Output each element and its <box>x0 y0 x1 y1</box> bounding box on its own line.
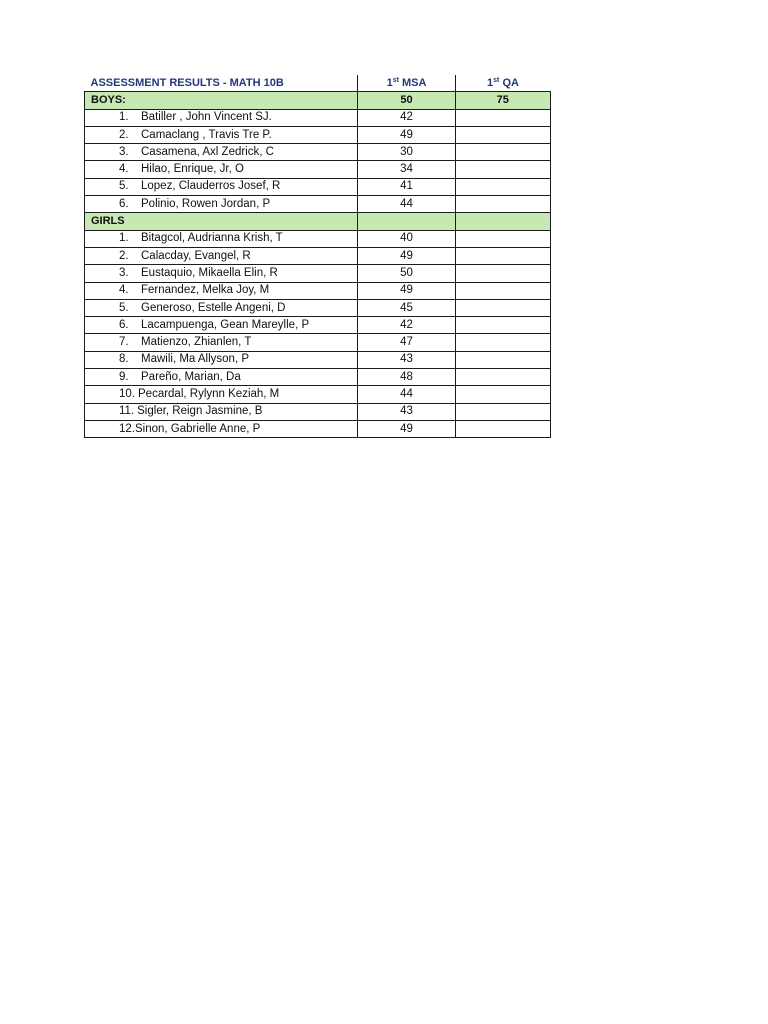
msa-score-cell: 43 <box>358 403 456 420</box>
student-name: Sinon, Gabrielle Anne, P <box>135 422 261 435</box>
student-name: Pareño, Marian, Da <box>141 370 241 383</box>
student-name: Eustaquio, Mikaella Elin, R <box>141 266 278 279</box>
table-row <box>85 265 551 282</box>
assessment-results-table <box>84 75 551 438</box>
sheet-title: ASSESSMENT RESULTS - MATH 10B <box>85 75 358 92</box>
column-header-msa <box>358 75 456 92</box>
student-name: Matienzo, Zhianlen, T <box>141 336 252 349</box>
student-name-cell <box>85 161 358 178</box>
table-header-row <box>85 75 551 92</box>
qa-score-cell <box>456 351 551 368</box>
student-index: 6. <box>119 318 129 331</box>
group-label-girls: GIRLS <box>85 213 358 230</box>
student-index: 4. <box>119 284 129 297</box>
girls-msa-total <box>358 213 456 230</box>
student-name: Polinio, Rowen Jordan, P <box>141 197 271 210</box>
msa-score-cell: 45 <box>358 299 456 316</box>
msa-score-cell: 44 <box>358 196 456 213</box>
student-name: Mawili, Ma Allyson, P <box>141 353 250 366</box>
student-name-cell <box>85 299 358 316</box>
student-index: 12. <box>119 422 135 435</box>
table-row <box>85 109 551 126</box>
student-name-cell <box>85 196 358 213</box>
qa-score-cell <box>456 196 551 213</box>
table-row <box>85 230 551 247</box>
qa-score-cell <box>456 369 551 386</box>
qa-score-cell <box>456 144 551 161</box>
msa-score-cell: 47 <box>358 334 456 351</box>
qa-score-cell <box>456 334 551 351</box>
msa-score-cell: 48 <box>358 369 456 386</box>
column-header-msa-number: 1 <box>386 76 393 89</box>
group-header-girls <box>85 213 551 230</box>
table-row <box>85 351 551 368</box>
qa-score-cell <box>456 178 551 195</box>
boys-msa-total: 50 <box>358 92 456 109</box>
msa-score-cell: 42 <box>358 317 456 334</box>
table-row <box>85 178 551 195</box>
student-name: Camaclang , Travis Tre P. <box>141 128 272 141</box>
student-name-cell <box>85 126 358 143</box>
student-name: Lopez, Clauderros Josef, R <box>141 180 281 193</box>
student-index: 3. <box>119 145 129 158</box>
student-name-cell <box>85 178 358 195</box>
student-index: 2. <box>119 128 129 141</box>
msa-score-cell: 49 <box>358 282 456 299</box>
student-name-cell <box>85 265 358 282</box>
student-index: 5. <box>119 301 129 314</box>
girls-qa-total <box>456 213 551 230</box>
student-name-cell <box>85 351 358 368</box>
student-name-cell <box>85 247 358 264</box>
column-header-msa-label: MSA <box>398 76 427 89</box>
qa-score-cell <box>456 420 551 437</box>
column-header-qa-label: QA <box>499 76 519 89</box>
qa-score-cell <box>456 403 551 420</box>
column-header-qa-number: 1 <box>487 76 494 89</box>
student-index: 11. <box>119 405 135 418</box>
qa-score-cell <box>456 299 551 316</box>
msa-score-cell: 44 <box>358 386 456 403</box>
table-row <box>85 299 551 316</box>
student-index: 1. <box>119 111 129 124</box>
student-name: Batiller , John Vincent SJ. <box>141 111 272 124</box>
column-header-qa <box>456 75 551 92</box>
table-row <box>85 282 551 299</box>
qa-score-cell <box>456 282 551 299</box>
student-index: 7. <box>119 336 129 349</box>
student-index: 2. <box>119 249 129 262</box>
student-name: Pecardal, Rylynn Keziah, M <box>138 387 280 400</box>
msa-score-cell: 30 <box>358 144 456 161</box>
msa-score-cell: 49 <box>358 247 456 264</box>
msa-score-cell: 43 <box>358 351 456 368</box>
student-name: Generoso, Estelle Angeni, D <box>141 301 286 314</box>
table-row <box>85 247 551 264</box>
student-index: 10. <box>119 387 135 400</box>
student-name: Casamena, Axl Zedrick, C <box>141 145 274 158</box>
student-name-cell <box>85 420 358 437</box>
table-row <box>85 126 551 143</box>
student-name-cell <box>85 282 358 299</box>
student-index: 3. <box>119 266 129 279</box>
qa-score-cell <box>456 317 551 334</box>
table-row <box>85 420 551 437</box>
msa-score-cell: 49 <box>358 420 456 437</box>
msa-score-cell: 42 <box>358 109 456 126</box>
msa-score-cell: 34 <box>358 161 456 178</box>
student-name: Calacday, Evangel, R <box>141 249 251 262</box>
student-name-cell <box>85 317 358 334</box>
qa-score-cell <box>456 161 551 178</box>
student-index: 4. <box>119 163 129 176</box>
column-header-msa-ordinal: st <box>392 76 399 84</box>
qa-score-cell <box>456 386 551 403</box>
student-name: Bitagcol, Audrianna Krish, T <box>141 232 283 245</box>
table-row <box>85 334 551 351</box>
student-index: 1. <box>119 232 129 245</box>
table-row <box>85 161 551 178</box>
qa-score-cell <box>456 265 551 282</box>
student-name-cell <box>85 334 358 351</box>
msa-score-cell: 41 <box>358 178 456 195</box>
msa-score-cell: 50 <box>358 265 456 282</box>
student-index: 8. <box>119 353 129 366</box>
student-name: Sigler, Reign Jasmine, B <box>137 405 263 418</box>
student-index: 5. <box>119 180 129 193</box>
student-index: 6. <box>119 197 129 210</box>
student-name-cell <box>85 230 358 247</box>
table-row <box>85 369 551 386</box>
column-header-qa-ordinal: st <box>493 76 500 84</box>
table-row <box>85 403 551 420</box>
student-name-cell <box>85 369 358 386</box>
student-name: Lacampuenga, Gean Mareylle, P <box>141 318 310 331</box>
qa-score-cell <box>456 126 551 143</box>
table-row <box>85 144 551 161</box>
group-header-boys <box>85 92 551 109</box>
group-label-boys: BOYS: <box>85 92 358 109</box>
table-row <box>85 317 551 334</box>
qa-score-cell <box>456 230 551 247</box>
student-name: Hilao, Enrique, Jr, O <box>141 163 244 176</box>
qa-score-cell <box>456 109 551 126</box>
msa-score-cell: 40 <box>358 230 456 247</box>
qa-score-cell <box>456 247 551 264</box>
student-name-cell <box>85 144 358 161</box>
student-name-cell <box>85 403 358 420</box>
student-index: 9. <box>119 370 129 383</box>
student-name: Fernandez, Melka Joy, M <box>141 284 270 297</box>
msa-score-cell: 49 <box>358 126 456 143</box>
table-row <box>85 386 551 403</box>
student-name-cell <box>85 109 358 126</box>
table-row <box>85 196 551 213</box>
boys-qa-total: 75 <box>456 92 551 109</box>
student-name-cell <box>85 386 358 403</box>
